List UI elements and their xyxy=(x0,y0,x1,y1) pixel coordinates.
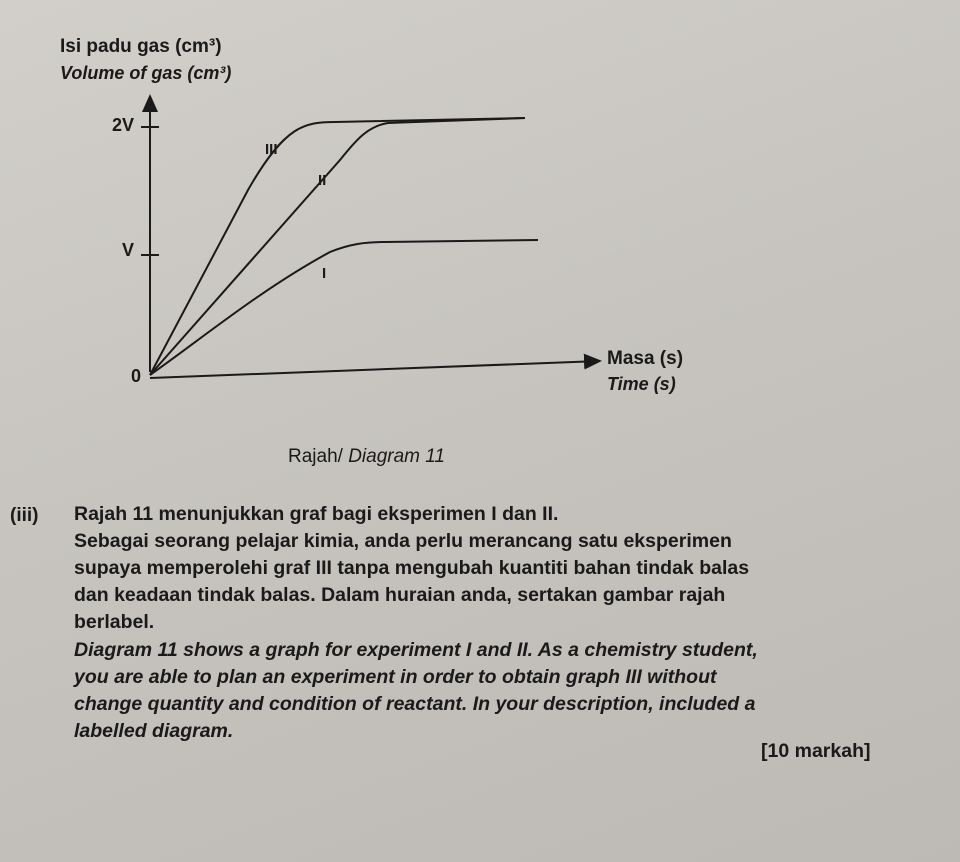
question-line-en-3: change quantity and condition of reactant. In your description, included a xyxy=(74,693,756,715)
tick-label-2v: 2V xyxy=(112,115,135,135)
question-line-ms-5: berlabel. xyxy=(74,611,155,633)
y-axis-label-malay: Isi padu gas (cm³) xyxy=(60,36,222,57)
curve-label-ii: II xyxy=(318,172,327,189)
caption-english: Diagram 11 xyxy=(348,446,446,467)
question-line-ms-4: dan keadaan tindak balas. Dalam huraian anda, sertakan gambar rajah xyxy=(74,584,726,606)
caption-malay: Rajah/ xyxy=(288,446,349,467)
curve-label-iii: III xyxy=(265,141,278,158)
y-axis-label-english: Volume of gas (cm³) xyxy=(60,63,232,83)
curve-label-i: I xyxy=(322,265,327,282)
question-line-ms-3: supaya memperolehi graf III tanpa mengubah kuantiti bahan tindak balas xyxy=(74,557,750,579)
curve-iii xyxy=(150,118,525,375)
diagram-caption xyxy=(288,446,445,468)
question-line-en-4: labelled diagram. xyxy=(74,720,234,742)
marks-label: [10 markah] xyxy=(761,740,871,762)
question-line-ms-1: Rajah 11 menunjukkan graf bagi eksperimen I dan II. xyxy=(74,503,559,525)
curve-i xyxy=(150,240,538,375)
curve-ii xyxy=(150,118,525,375)
question-number: (iii) xyxy=(10,505,39,526)
question-line-ms-2: Sebagai seorang pelajar kimia, anda perlu merancang satu eksperimen xyxy=(74,530,732,552)
x-axis-label-malay: Masa (s) xyxy=(607,348,684,369)
x-axis-label-english: Time (s) xyxy=(607,374,676,394)
question-line-en-2: you are able to plan an experiment in order to obtain graph III without xyxy=(74,666,717,688)
x-axis xyxy=(150,361,600,378)
origin-label: 0 xyxy=(131,366,142,386)
question-line-en-1: Diagram 11 shows a graph for experiment I and II. As a chemistry student, xyxy=(74,639,758,661)
tick-label-v: V xyxy=(122,240,135,260)
